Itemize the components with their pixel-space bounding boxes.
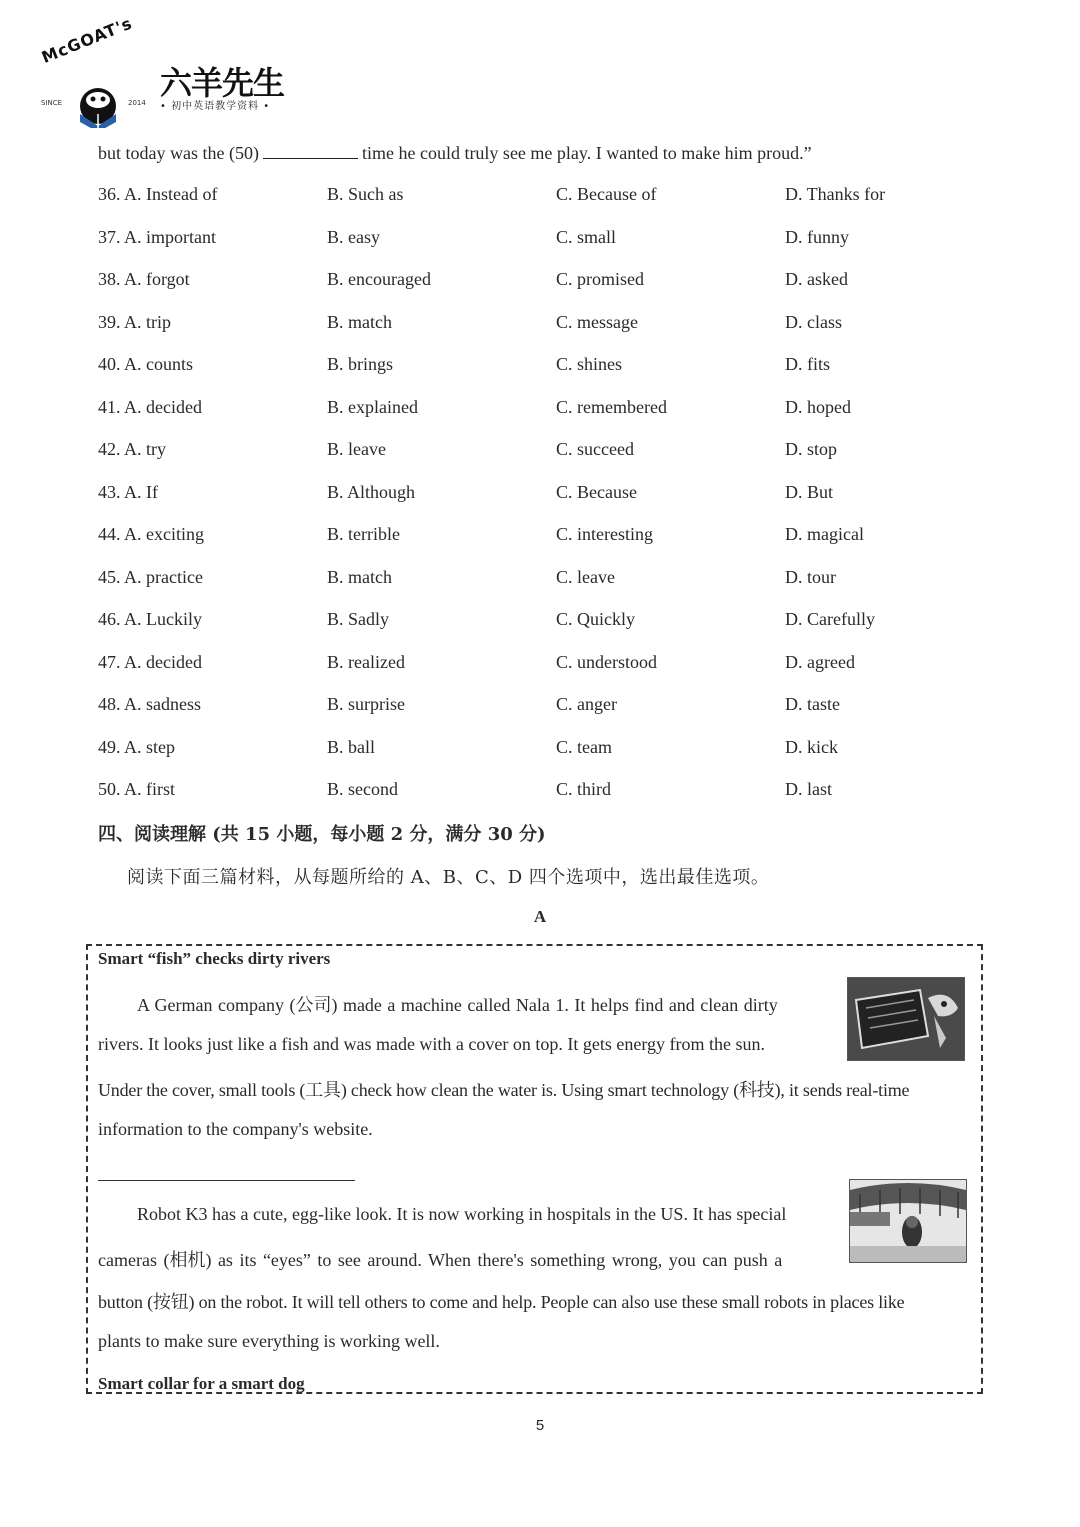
option-row-45 [98,567,998,591]
option-a: 38. A. forgot [98,269,190,289]
option-d: D. stop [785,439,838,459]
option-c: C. small [556,227,617,247]
page-number: 5 [535,1417,545,1434]
option-b: B. match [327,312,392,332]
section-instruction: 阅读下面三篇材料，从每题所给的 A、B、C、D 四个选项中，选出最佳选项。 [127,867,770,888]
fish-paragraph-line: rivers. It looks just like a fish and was made with a cover on top. It gets energy from the sun. [98,1034,766,1054]
logo-tagline: • 初中英语教学资料 • [160,101,271,112]
option-c: C. interesting [556,524,653,544]
robot-fish-image [848,978,964,1060]
option-d: D. taste [785,694,840,714]
option-b: B. terrible [327,524,400,544]
option-row-40 [98,354,998,378]
option-d: D. asked [785,269,848,289]
robot-k3-photo [849,1179,967,1263]
option-row-36 [98,184,998,208]
option-d: D. tour [785,567,836,587]
option-c: C. Because of [556,184,657,204]
answer-blank [263,142,358,159]
logo-brand-name: 六羊先生 [160,64,285,102]
option-row-43 [98,482,998,506]
fish-paragraph-line: information to the company's website. [98,1119,373,1139]
option-c: C. team [556,737,612,757]
fish-paragraph-line: A German company (公司) made a machine called Nala 1. It helps find and clean dirty [137,995,778,1015]
option-row-44 [98,524,998,548]
option-b: B. Although [327,482,416,502]
option-a: 49. A. step [98,737,176,757]
option-b: B. ball [327,737,375,757]
passage-letter: A [533,907,547,926]
option-row-46 [98,609,998,633]
option-b: B. second [327,779,398,799]
option-c: C. shines [556,354,623,374]
option-c: C. anger [556,694,617,714]
option-row-41 [98,397,998,421]
logo-year: 2014 [128,99,146,107]
nala-fish-photo [847,977,965,1061]
option-a: 39. A. trip [98,312,172,332]
option-a: 48. A. sadness [98,694,201,714]
option-c: C. succeed [556,439,634,459]
robot-paragraph-line: plants to make sure everything is working well. [98,1331,440,1351]
option-a: 50. A. first [98,779,176,799]
option-d: D. class [785,312,842,332]
option-a: 41. A. decided [98,397,202,417]
option-d: D. kick [785,737,838,757]
hospital-robot-image [850,1180,966,1262]
option-d: D. last [785,779,832,799]
option-b: B. surprise [327,694,405,714]
option-row-39 [98,312,998,336]
option-d: D. magical [785,524,864,544]
logo-since: SINCE [41,99,63,107]
option-row-49 [98,737,998,761]
option-c: C. Because [556,482,637,502]
robot-paragraph-line: Robot K3 has a cute, egg-like look. It is now working in hospitals in the US. It has special [137,1204,787,1224]
robot-paragraph-line: button (按钮) on the robot. It will tell others to come and help. People can also use these small robots in places like [98,1292,905,1312]
option-c: C. understood [556,652,657,672]
option-a: 44. A. exciting [98,524,204,544]
option-row-47 [98,652,998,676]
option-c: C. remembered [556,397,667,417]
robot-paragraph-line: cameras (相机) as its “eyes” to see around. When there's something wrong, you can push a [98,1250,783,1270]
option-d: D. Thanks for [785,184,886,204]
article-title-collar: Smart collar for a smart dog [98,1374,305,1393]
option-b: B. leave [327,439,386,459]
option-row-48 [98,694,998,718]
option-d: D. hoped [785,397,851,417]
fish-paragraph-line: Under the cover, small tools (工具) check how clean the water is. Using smart technology (科技), it sends real-time [98,1080,910,1100]
option-d: D. fits [785,354,830,374]
question-50-context [98,142,812,164]
option-c: C. message [556,312,638,332]
option-a: 40. A. counts [98,354,194,374]
option-b: B. explained [327,397,418,417]
option-d: D. Carefully [785,609,875,629]
option-a: 37. A. important [98,227,216,247]
option-row-42 [98,439,998,463]
option-b: B. easy [327,227,380,247]
option-b: B. realized [327,652,405,672]
context-before: but today was the (50) [98,143,259,163]
option-c: C. leave [556,567,615,587]
option-a: 36. A. Instead of [98,184,218,204]
option-a: 46. A. Luckily [98,609,202,629]
logo-ring-text: McGOAT's [38,13,136,67]
option-d: D. funny [785,227,849,247]
option-c: C. promised [556,269,644,289]
option-b: B. Such as [327,184,404,204]
option-c: C. Quickly [556,609,635,629]
article-title-fish: Smart “fish” checks dirty rivers [98,949,331,968]
option-row-38 [98,269,998,293]
context-after: time he could truly see me play. I wanted to make him proud.” [361,143,812,163]
option-a: 42. A. try [98,439,167,459]
option-b: B. match [327,567,392,587]
option-a: 45. A. practice [98,567,203,587]
option-b: B. brings [327,354,394,374]
option-a: 43. A. If [98,482,158,502]
option-b: B. Sadly [327,609,390,629]
option-row-50 [98,779,998,803]
option-d: D. agreed [785,652,855,672]
option-row-37 [98,227,998,251]
option-b: B. encouraged [327,269,431,289]
option-a: 47. A. decided [98,652,202,672]
separator-line [98,1180,355,1181]
option-d: D. But [785,482,834,502]
section-heading: 四、阅读理解 (共 15 小题，每小题 2 分，满分 30 分) [98,824,546,845]
option-c: C. third [556,779,612,799]
